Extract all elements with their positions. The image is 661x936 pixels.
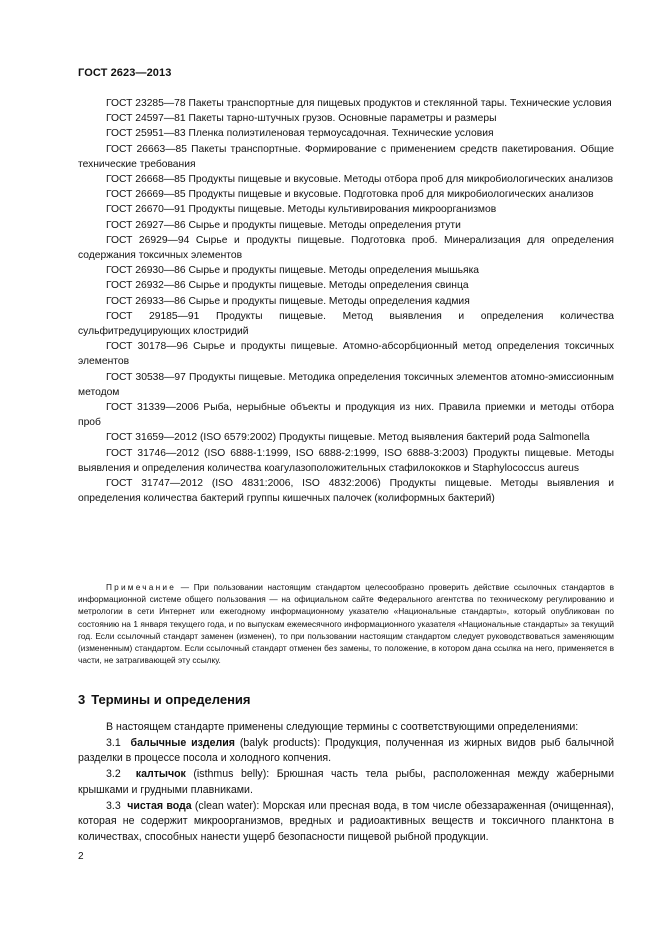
reference-item: ГОСТ 26933—86 Сырье и продукты пищевые. Методы определения кадмия: [106, 295, 470, 307]
term-number: 3.2: [106, 768, 121, 781]
note-text: — При пользовании настоящим стандартом целесообразно проверить действие ссылочных стандартов в информационной системе общего пользования — на официальном сайте Федерального агентства по техническому регулированию и метрологии в сети Интернет или ежегодному информационному указателю «Национальные стандарты», который опубликован по состоянию на 1 января текущего года, и по выпускам ежемесячного информационного указателя «Национальные стандарты» за текущий год. Если ссылочный стандарт заменен (изменен), то при пользовании настоящим стандартом следует руководствоваться заменяющим (измененным) стандартом. Если ссылочный стандарт отменен без замены, то положение, в котором дана ссылка на него, применяется в части, не затрагивающей эту ссылку.: [78, 582, 614, 666]
normative-references: [78, 96, 614, 506]
reference-item: ГОСТ 26670—91 Продукты пищевые. Методы культивирования микроорганизмов: [106, 204, 497, 216]
reference-item: ГОСТ 31659—2012 (ISO 6579:2002) Продукты пищевые. Метод выявления бактерий рода Salmonella: [106, 432, 590, 444]
section-title: Термины и определения: [91, 692, 251, 707]
section-intro: В настоящем стандарте применены следующие термины с соответствующими определениями:: [106, 721, 579, 733]
reference-item: ГОСТ 23285—78 Пакеты транспортные для пищевых продуктов и стеклянной тары. Технические условия: [106, 98, 612, 109]
section-number: 3: [78, 692, 86, 707]
reference-item: ГОСТ 31746—2012 (ISO 6888-1:1999, ISO 6888-2:1999, ISO 6888-3:2003) Продукты пищевые. Методы выявления и определения количества коагулазоположительных стафилококков и Staphylococcus aureus: [78, 447, 614, 474]
reference-item: ГОСТ 26932—86 Сырье и продукты пищевые. Методы определения свинца: [106, 280, 469, 292]
reference-item: ГОСТ 26929—94 Сырье и продукты пищевые. Подготовка проб. Минерализация для определения содержания токсичных элементов: [78, 234, 614, 262]
page-number: 2: [78, 851, 84, 862]
document-header: ГОСТ 2623—2013: [78, 67, 172, 79]
reference-item: ГОСТ 26930—86 Сырье и продукты пищевые. Методы определения мышьяка: [106, 265, 480, 277]
term-text: (isthmus belly): Брюшная часть тела рыбы, расположенная между жаберными крышками и грудными плавниками.: [78, 768, 615, 796]
term-definition: [78, 767, 614, 798]
reference-item: ГОСТ 30538—97 Продукты пищевые. Методика определения токсичных элементов атомно-эмиссионным методом: [78, 371, 614, 398]
term-name: балычные изделия: [130, 736, 235, 749]
term-text: (clean water): Морская или пресная вода, в том числе обеззараженная (очищенная), которая не содержит микроорганизмов, вредных и радиоактивных веществ и токсичного планктона в количествах, способных нанести ущерб безопасности пищевой рыбной продукции.: [78, 799, 614, 843]
reference-item: ГОСТ 31339—2006 Рыба, нерыбные объекты и продукция из них. Правила приемки и методы отбора проб: [78, 402, 614, 429]
reference-item: ГОСТ 25951—83 Пленка полиэтиленовая термоусадочная. Технические условия: [106, 128, 494, 140]
term-text: (balyk products): Продукция, полученная из жирных видов рыб балычной разделки в процессе посола и холодного копчения.: [78, 736, 614, 765]
term-number: 3.1: [106, 736, 121, 749]
reference-note: [78, 581, 614, 666]
reference-item: ГОСТ 31747—2012 (ISO 4831:2006, ISO 4832:2006) Продукты пищевые. Методы выявления и определения количества бактерий группы кишечных палочек (колиформных бактерий): [78, 478, 614, 505]
reference-item: ГОСТ 29185—91 Продукты пищевые. Метод выявления и определения количества сульфитредуцирующих клостридий: [78, 310, 614, 338]
section-heading: [78, 692, 251, 707]
reference-item: ГОСТ 26669—85 Продукты пищевые и вкусовые. Подготовка проб для микробиологических анализов: [106, 189, 594, 201]
note-label: Примечание: [106, 582, 177, 592]
reference-item: ГОСТ 26668—85 Продукты пищевые и вкусовые. Методы отбора проб для микробиологических анализов: [106, 174, 614, 186]
term-number: 3.3: [106, 799, 121, 812]
reference-item: ГОСТ 26927—86 Сырье и продукты пищевые. Методы определения ртути: [106, 219, 461, 231]
section-body: [78, 720, 614, 846]
term-name: калтычок: [135, 768, 186, 781]
term-name: чистая вода: [127, 799, 192, 812]
reference-item: ГОСТ 24597—81 Пакеты тарно-штучных грузов. Основные параметры и размеры: [106, 113, 497, 125]
term-definition: [78, 799, 614, 846]
reference-item: ГОСТ 30178—96 Сырье и продукты пищевые. Атомно-абсорбционный метод определения токсичных элементов: [78, 341, 614, 368]
reference-item: ГОСТ 26663—85 Пакеты транспортные. Формирование с применением средств пакетирования. Общие технические требования: [78, 143, 614, 170]
term-definition: [78, 736, 614, 767]
